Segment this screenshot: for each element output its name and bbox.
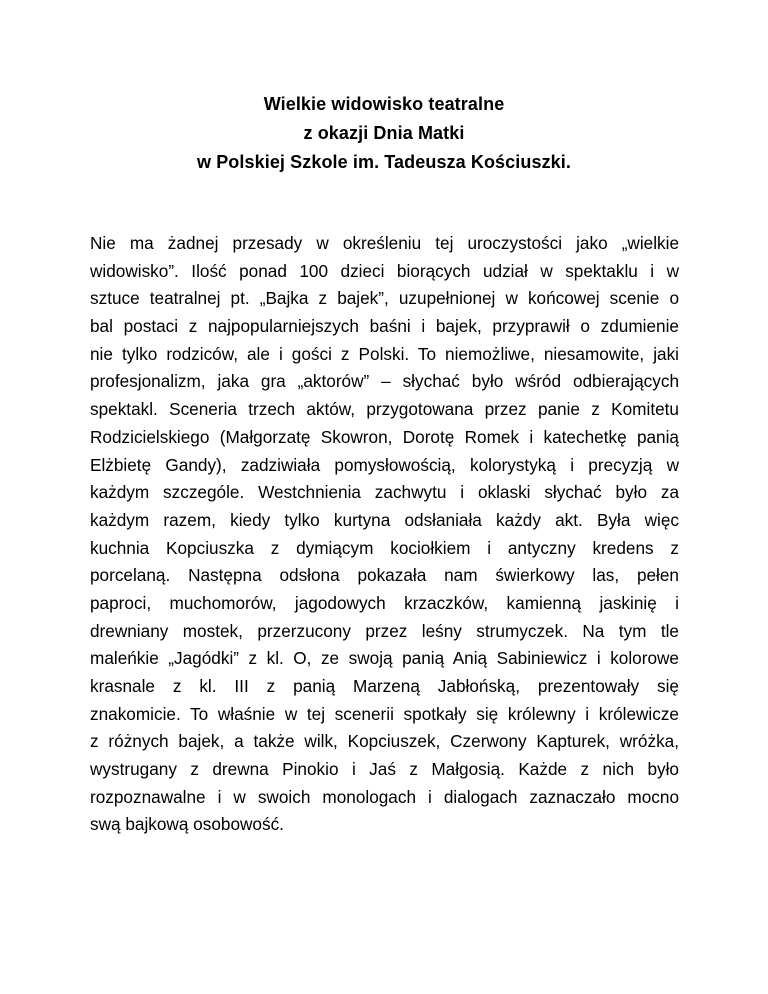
paragraph-line: sztuce teatralnej pt. „Bajka z bajek”, uzupełnionej w końcowej scenie o <box>90 288 679 309</box>
paragraph-line: każdym szczególe. Westchnienia zachwytu i oklaski słychać było za <box>90 482 679 503</box>
paragraph-line: bal postaci z najpopularniejszych baśni i bajek, przyprawił o zdumienie <box>90 316 679 337</box>
body-paragraph <box>90 230 679 839</box>
paragraph-line: Elżbietę Gandy), zadziwiała pomysłowością, kolorystyką i precyzją w <box>90 454 679 475</box>
paragraph-line: paproci, muchomorów, jagodowych krzaczków, kamienną jaskinię i <box>90 592 679 613</box>
paragraph-line: widowisko”. Ilość ponad 100 dzieci biorących udział w spektaklu i w <box>90 260 679 281</box>
paragraph-line: spektakl. Sceneria trzech aktów, przygotowana przez panie z Komitetu <box>90 399 679 420</box>
paragraph-line: wystrugany z drewna Pinokio i Jaś z Małgosią. Każde z nich było <box>90 759 679 780</box>
paragraph-line: rozpoznawalne i w swoich monologach i dialogach zaznaczało mocno <box>90 786 679 807</box>
paragraph-line: krasnale z kl. III z panią Marzeną Jabłońską, prezentowały się <box>90 676 679 696</box>
paragraph-line: drewniany mostek, przerzucony przez leśny strumyczek. Na tym tle <box>90 620 679 641</box>
paragraph-line: każdym razem, kiedy tylko kurtyna odsłaniała każdy akt. Była więc <box>90 509 679 530</box>
paragraph-line: maleńkie „Jagódki” z kl. O, ze swoją panią Anią Sabiniewicz i kolorowe <box>90 648 679 669</box>
paragraph-line: znakomicie. To właśnie w tej scenerii spotkały się królewny i królewicze <box>90 703 679 724</box>
paragraph-line: kuchnia Kopciuszka z dymiącym kociołkiem i antyczny kredens z <box>90 537 679 558</box>
paragraph-line: z różnych bajek, a także wilk, Kopciuszek, Czerwony Kapturek, wróżka, <box>90 731 679 752</box>
title-line-3: w Polskiej Szkole im. Tadeusza Kościuszki. <box>197 152 571 172</box>
paragraph-line: profesjonalizm, jaka gra „aktorów” – słychać było wśród odbierających <box>90 371 679 392</box>
document-title <box>90 90 678 177</box>
title-line-1: Wielkie widowisko teatralne <box>263 94 505 114</box>
paragraph-line: Rodzicielskiego (Małgorzatę Skowron, Dorotę Romek i katechetkę panią <box>90 426 679 447</box>
paragraph-line: swą bajkową osobowość. <box>90 814 284 835</box>
paragraph-line: Nie ma żadnej przesady w określeniu tej uroczystości jako „wielkie <box>90 233 679 253</box>
paragraph-line: porcelaną. Następna odsłona pokazała nam świerkowy las, pełen <box>90 565 679 586</box>
paragraph-line: nie tylko rodziców, ale i gości z Polski. To niemożliwe, niesamowite, jaki <box>90 343 679 364</box>
title-line-2: z okazji Dnia Matki <box>303 123 465 143</box>
